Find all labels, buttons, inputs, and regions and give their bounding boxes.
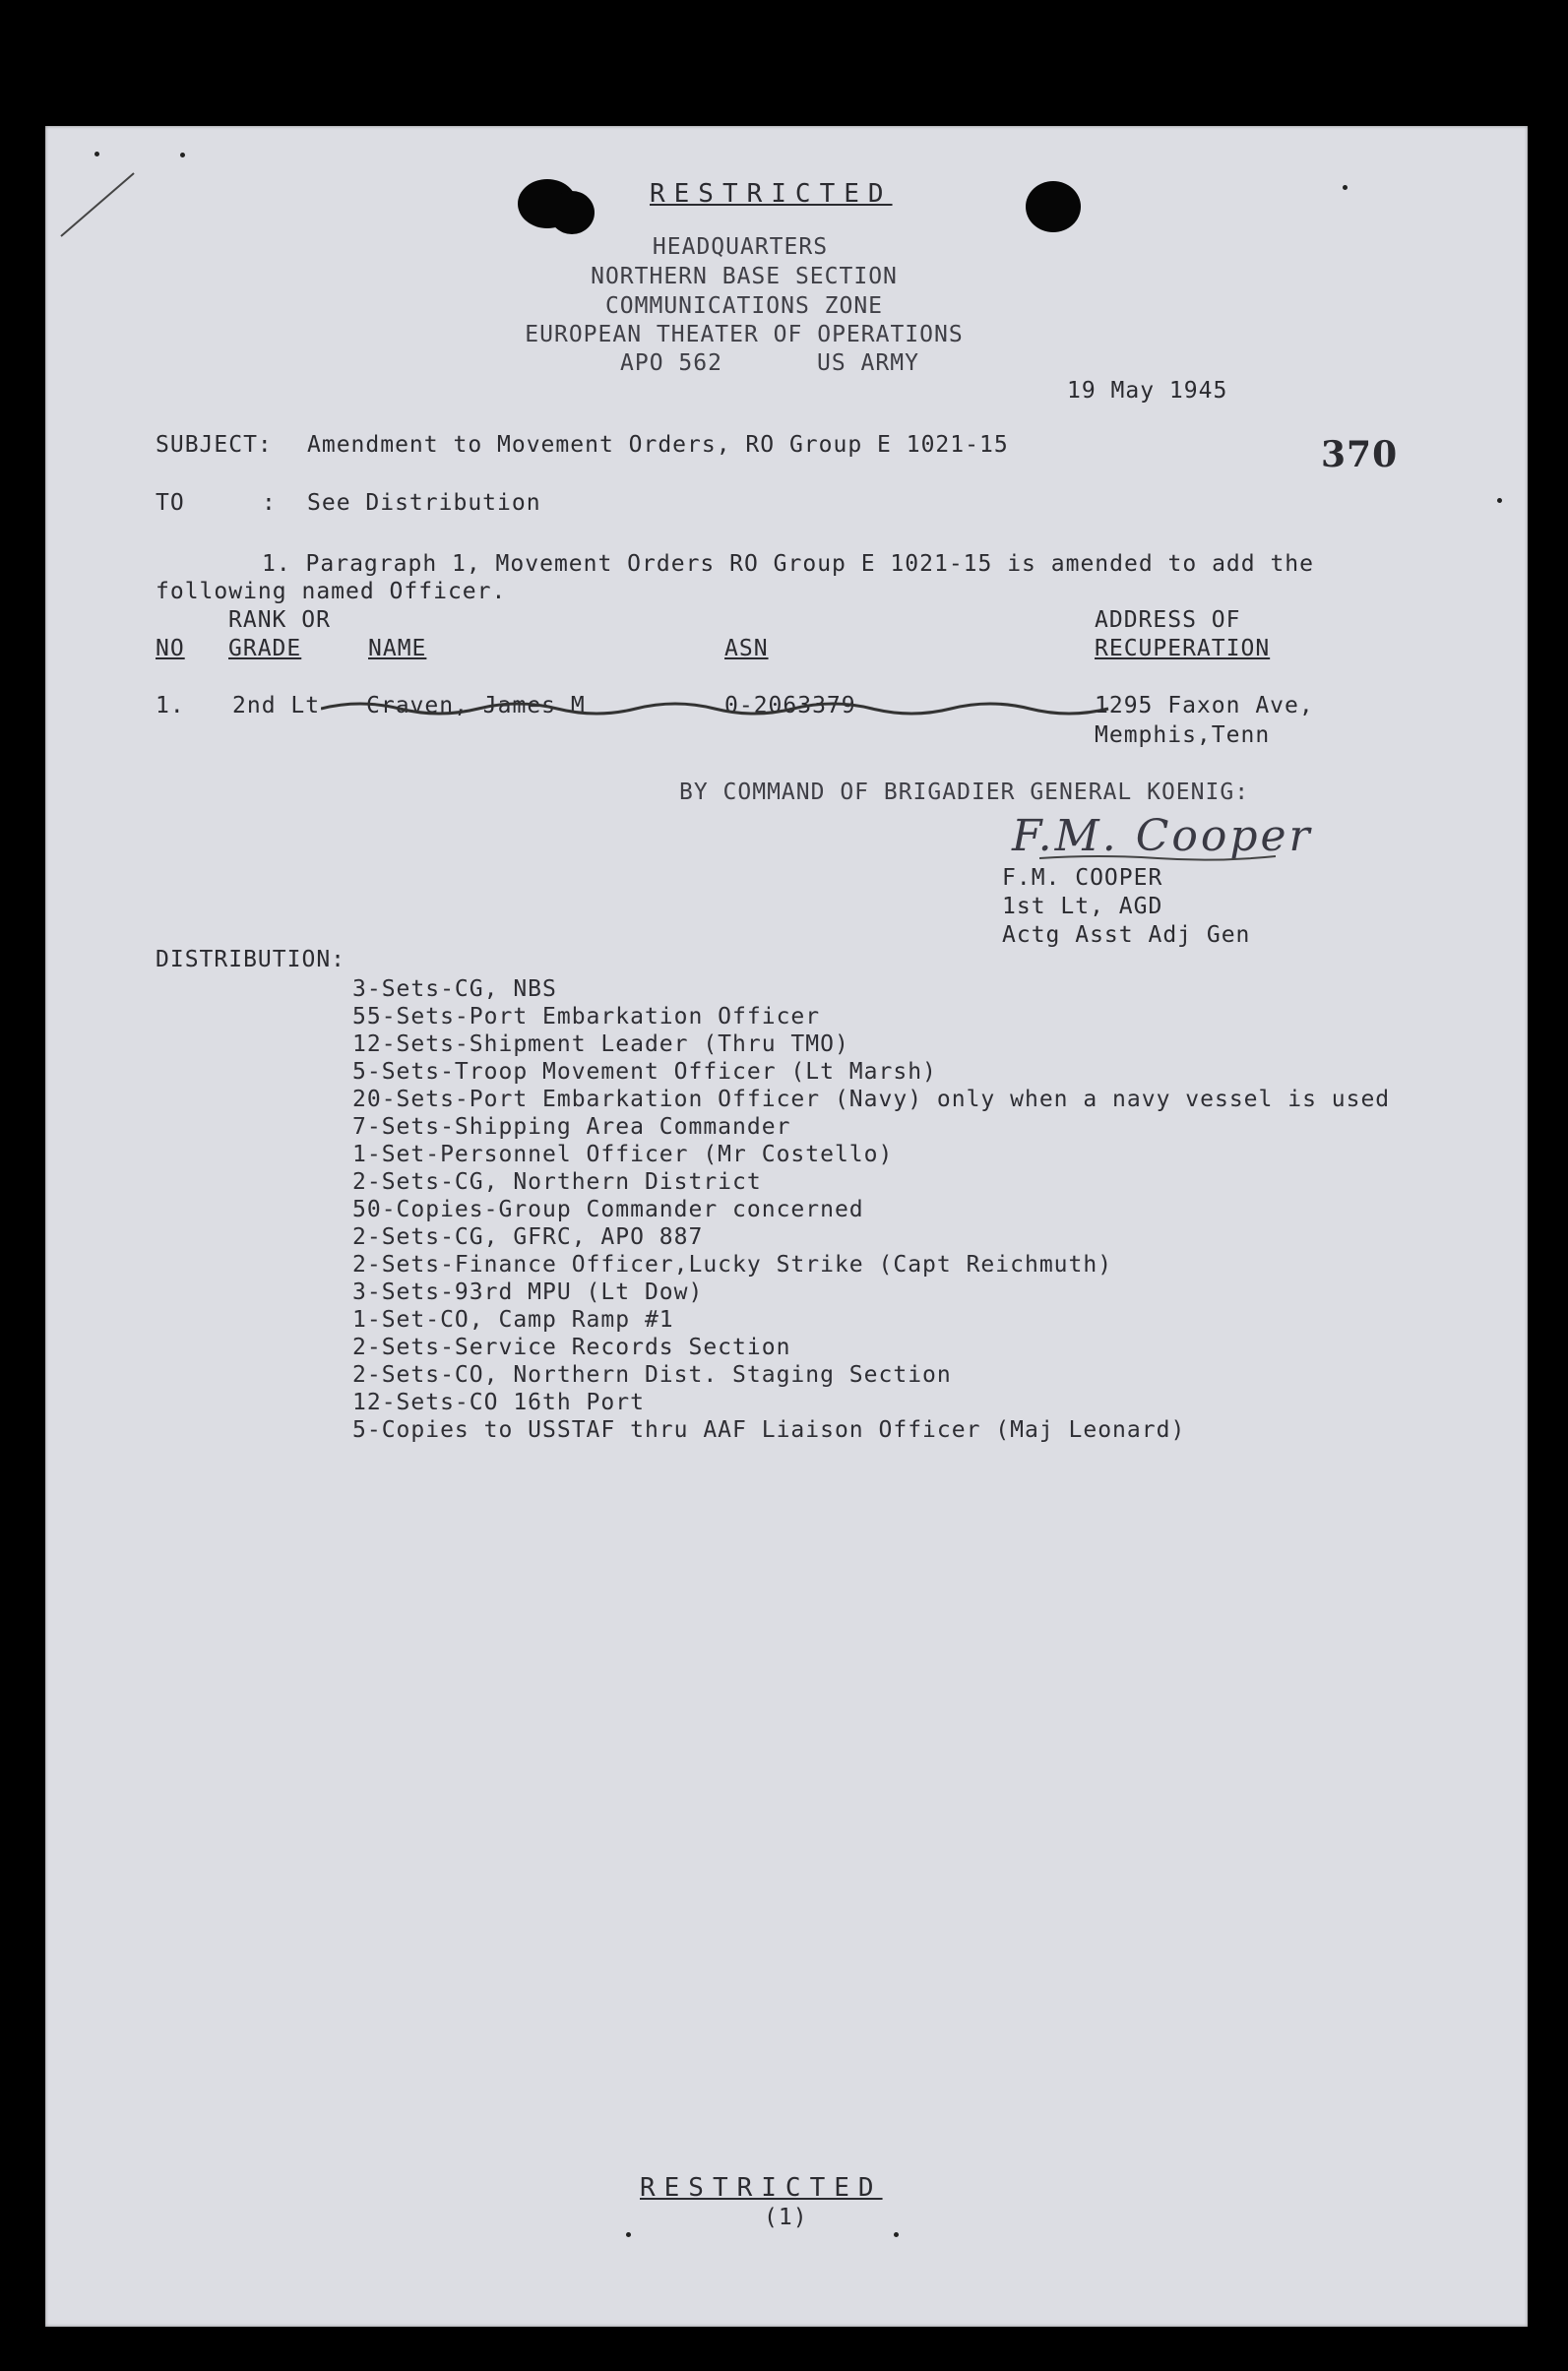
- classification-top: RESTRICTED: [650, 179, 893, 209]
- distribution-item: 3-Sets-CG, NBS: [352, 976, 557, 1002]
- distribution-item: 5-Copies to USSTAF thru AAF Liaison Officer (Maj Leonard): [352, 1417, 1186, 1443]
- classification-bottom: RESTRICTED: [640, 2173, 883, 2203]
- mark-dot: [1343, 185, 1348, 190]
- col-header-rank-top: RANK OR: [228, 607, 331, 633]
- distribution-label: DISTRIBUTION:: [156, 947, 346, 972]
- to-text: See Distribution: [307, 490, 541, 516]
- to-separator: :: [262, 490, 277, 516]
- distribution-item: 5-Sets-Troop Movement Officer (Lt Marsh): [352, 1059, 937, 1085]
- col-header-address-top: ADDRESS OF: [1095, 607, 1241, 633]
- distribution-item: 50-Copies-Group Commander concerned: [352, 1197, 864, 1222]
- punch-hole-right: [1026, 181, 1081, 232]
- subject-label: SUBJECT:: [156, 432, 273, 458]
- row-address-2: Memphis,Tenn: [1095, 722, 1271, 748]
- distribution-item: 2-Sets-CG, GFRC, APO 887: [352, 1224, 704, 1250]
- col-header-name: NAME: [368, 636, 427, 661]
- distribution-item: 2-Sets-Service Records Section: [352, 1335, 791, 1360]
- row-rank: 2nd Lt: [232, 693, 321, 718]
- col-header-grade: GRADE: [228, 636, 302, 661]
- col-header-recuperation: RECUPERATION: [1095, 636, 1271, 661]
- paragraph-1-line-2: following named Officer.: [156, 579, 507, 604]
- header-line-1: HEADQUARTERS: [652, 234, 829, 260]
- distribution-item: 12-Sets-CO 16th Port: [352, 1390, 645, 1415]
- row-no: 1.: [156, 693, 185, 718]
- paragraph-1-line-1: 1. Paragraph 1, Movement Orders RO Group E 1021-15 is amended to add the: [262, 551, 1314, 577]
- subject-text: Amendment to Movement Orders, RO Group E 1021-15: [307, 432, 1009, 458]
- mark-dot: [1497, 498, 1502, 503]
- mark-dot: [180, 153, 185, 157]
- signature-underline: [1039, 852, 1276, 864]
- to-label: TO: [156, 490, 185, 516]
- distribution-item: 1-Set-CO, Camp Ramp #1: [352, 1307, 674, 1333]
- distribution-item: 12-Sets-Shipment Leader (Thru TMO): [352, 1031, 849, 1057]
- col-header-no: NO: [156, 636, 185, 661]
- pencil-mark: [55, 165, 144, 244]
- distribution-item: 2-Sets-Finance Officer,Lucky Strike (Capt Reichmuth): [352, 1252, 1113, 1278]
- mark-dot: [626, 2232, 631, 2237]
- row-name: Craven, James M: [366, 693, 586, 718]
- distribution-item: 2-Sets-CO, Northern Dist. Staging Section: [352, 1362, 952, 1388]
- distribution-item: 1-Set-Personnel Officer (Mr Costello): [352, 1142, 894, 1167]
- distribution-item: 7-Sets-Shipping Area Commander: [352, 1114, 791, 1140]
- header-army: US ARMY: [817, 350, 919, 376]
- distribution-item: 55-Sets-Port Embarkation Officer: [352, 1004, 821, 1030]
- mark-dot: [94, 152, 99, 156]
- header-line-2: NORTHERN BASE SECTION: [591, 264, 898, 289]
- page-number: (1): [764, 2205, 808, 2230]
- header-line-4: EUROPEAN THEATER OF OPERATIONS: [525, 322, 964, 347]
- col-header-asn: ASN: [724, 636, 769, 661]
- document-date: 19 May 1945: [1067, 378, 1228, 404]
- header-line-3: COMMUNICATIONS ZONE: [604, 293, 884, 319]
- header-apo: APO 562: [620, 350, 722, 376]
- file-stamp-number: 370: [1321, 434, 1399, 475]
- distribution-item: 20-Sets-Port Embarkation Officer (Navy) only when a navy vessel is used: [352, 1087, 1391, 1112]
- signer-title: Actg Asst Adj Gen: [1002, 922, 1251, 948]
- signature: F.M. Cooper: [1012, 811, 1313, 861]
- strike-through-line: [321, 693, 1128, 720]
- distribution-item: 2-Sets-CG, Northern District: [352, 1169, 762, 1195]
- signer-rank: 1st Lt, AGD: [1002, 894, 1163, 919]
- punch-hole-left-2: [549, 191, 595, 234]
- mark-dot: [894, 2232, 899, 2237]
- row-asn: 0-2063379: [724, 693, 856, 718]
- document-page: [45, 126, 1528, 2327]
- distribution-item: 3-Sets-93rd MPU (Lt Dow): [352, 1279, 704, 1305]
- signer-name: F.M. COOPER: [1002, 865, 1163, 891]
- row-address-1: 1295 Faxon Ave,: [1095, 693, 1314, 718]
- command-line: BY COMMAND OF BRIGADIER GENERAL KOENIG:: [679, 780, 1250, 805]
